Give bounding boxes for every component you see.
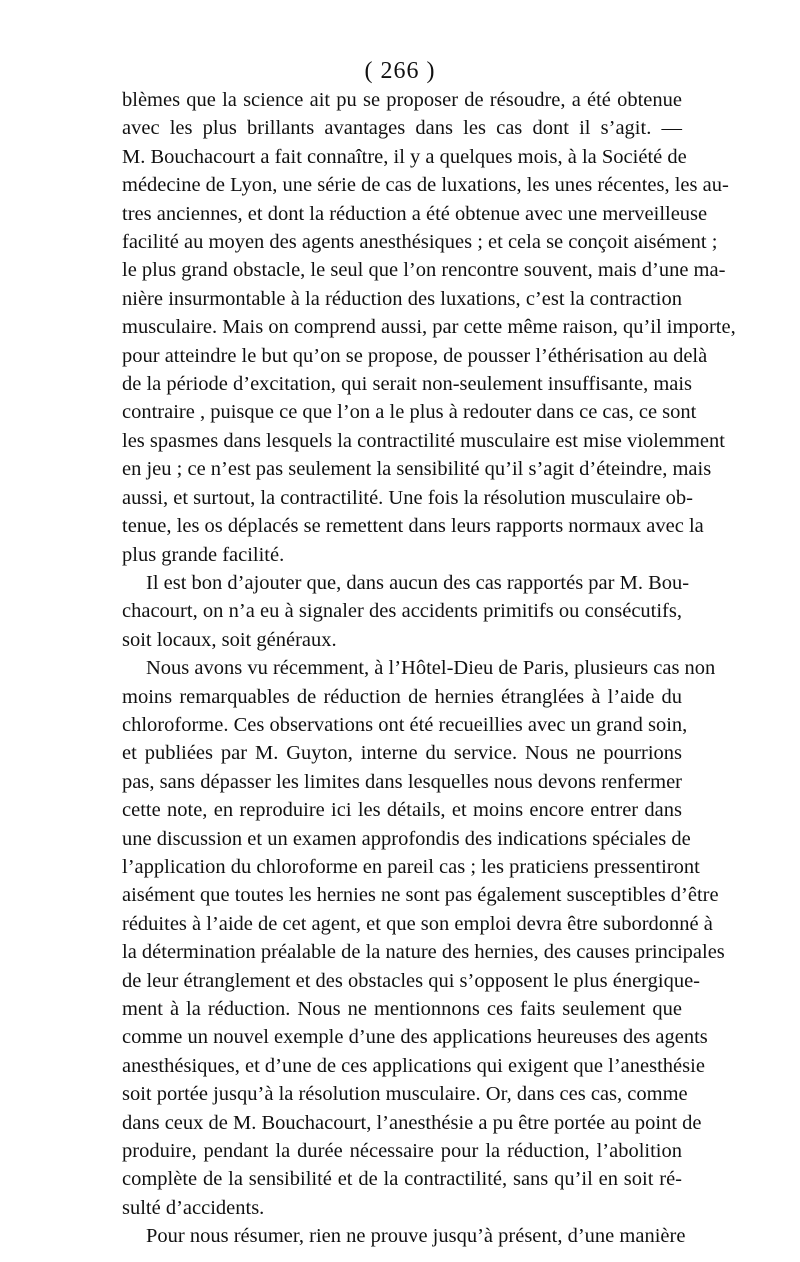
text-line: complète de la sensibilité et de la contractilité, sans qu’il en soit ré- xyxy=(122,1168,682,1191)
text-line: en jeu ; ce n’est pas seulement la sensibilité qu’il s’agit d’éteindre, mais xyxy=(122,458,712,481)
text-line: sulté d’accidents. xyxy=(122,1196,265,1219)
text-line: produire, pendant la durée nécessaire pour la réduction, l’abolition xyxy=(122,1140,682,1163)
text-line: de leur étranglement et des obstacles qui s’opposent le plus énergique- xyxy=(122,969,701,992)
text-line: facilité au moyen des agents anesthésiques ; et cela se conçoit aisément ; xyxy=(122,231,718,254)
text-line: pas, sans dépasser les limites dans lesquelles nous devons renfermer xyxy=(122,770,682,793)
text-line: et publiées par M. Guyton, interne du service. Nous ne pourrions xyxy=(122,742,682,765)
text-line: musculaire. Mais on comprend aussi, par cette même raison, qu’il importe, xyxy=(122,316,736,339)
text-line: Nous avons vu récemment, à l’Hôtel-Dieu de Paris, plusieurs cas non xyxy=(146,657,716,680)
text-line: blèmes que la science ait pu se proposer de résoudre, a été obtenue xyxy=(122,89,682,111)
text-line: avec les plus brillants avantages dans les cas dont il s’agit. — xyxy=(122,117,682,140)
paragraph xyxy=(122,654,725,1222)
text-line: tenue, les os déplacés se remettent dans leurs rapports normaux avec la xyxy=(122,515,704,538)
text-line: ment à la réduction. Nous ne mentionnons ces faits seulement que xyxy=(122,998,682,1020)
text-line: les spasmes dans lesquels la contractilité musculaire est mise violemment xyxy=(122,429,725,452)
text-line: aussi, et surtout, la contractilité. Une fois la résolution musculaire ob- xyxy=(122,486,694,509)
text-line: l’application du chloroforme en pareil cas ; les praticiens pressentiront xyxy=(122,855,700,878)
paragraph xyxy=(122,1222,686,1250)
text-line: dans ceux de M. Bouchacourt, l’anesthésie a pu être portée au point de xyxy=(122,1111,702,1134)
text-line: réduites à l’aide de cet agent, et que son emploi devra être subordonné à xyxy=(122,912,713,935)
text-line: Il est bon d’ajouter que, dans aucun des cas rapportés par M. Bou- xyxy=(146,571,690,594)
text-line: anesthésiques, et d’une de ces applications qui exigent que l’anesthésie xyxy=(122,1054,705,1077)
text-line: comme un nouvel exemple d’une des applications heureuses des agents xyxy=(122,1026,708,1049)
text-line: pour atteindre le but qu’on se propose, de pousser l’éthérisation au delà xyxy=(122,344,708,367)
text-line: chloroforme. Ces observations ont été recueillies avec un grand soin, xyxy=(122,713,688,736)
text-line: soit locaux, soit généraux. xyxy=(122,628,337,651)
text-line: soit portée jusqu’à la résolution musculaire. Or, dans ces cas, comme xyxy=(122,1083,688,1106)
text-line: cette note, en reproduire ici les détails, et moins encore entrer dans xyxy=(122,799,682,822)
text-line: moins remarquables de réduction de hernies étranglées à l’aide du xyxy=(122,685,682,708)
paragraph xyxy=(122,86,736,569)
text-line: M. Bouchacourt a fait connaître, il y a quelques mois, à la Société de xyxy=(122,145,687,168)
page-number: ( 266 ) xyxy=(364,58,436,84)
text-line: le plus grand obstacle, le seul que l’on rencontre souvent, mais d’une ma- xyxy=(122,259,726,282)
text-line: chacourt, on n’a eu à signaler des accidents primitifs ou consécutifs, xyxy=(122,600,682,623)
text-line: aisément que toutes les hernies ne sont pas également susceptibles d’être xyxy=(122,884,719,907)
text-line: médecine de Lyon, une série de cas de luxations, les unes récentes, les au- xyxy=(122,174,729,197)
text-line: de la période d’excitation, qui serait non-seulement insuffisante, mais xyxy=(122,373,693,396)
text-line: contraire , puisque ce que l’on a le plus à redouter dans ce cas, ce sont xyxy=(122,401,697,424)
text-line: Pour nous résumer, rien ne prouve jusqu’à présent, d’une manière xyxy=(146,1225,686,1248)
text-line: nière insurmontable à la réduction des luxations, c’est la contraction xyxy=(122,287,682,310)
text-line: plus grande facilité. xyxy=(122,543,285,566)
text-line: tres anciennes, et dont la réduction a été obtenue avec une merveilleuse xyxy=(122,202,708,225)
body-text xyxy=(122,86,736,1251)
text-line: la détermination préalable de la nature des hernies, des causes principales xyxy=(122,941,725,964)
text-line: une discussion et un examen approfondis des indications spéciales de xyxy=(122,827,691,850)
paragraph xyxy=(122,569,690,654)
